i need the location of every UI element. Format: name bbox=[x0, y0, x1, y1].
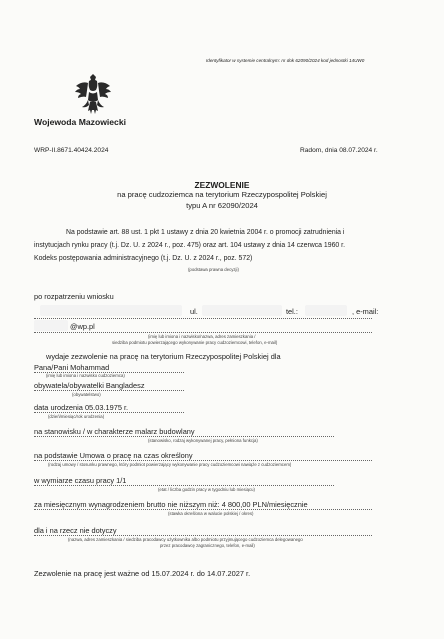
system-id-label: Identyfikator w systemie centralnym: bbox=[206, 58, 281, 63]
legal-basis-caption: (podstawa prawna decyzji) bbox=[188, 267, 239, 272]
salary: za miesięcznym wynagrodzeniem brutto nie niższym niż: 4 800,00 PLN/miesięcznie bbox=[34, 500, 308, 509]
tel-label: tel.: bbox=[286, 307, 298, 316]
legal-basis-line-1: Na podstawie art. 88 ust. 1 pkt 1 ustawy z dnia 20 kwietnia 2004 r. o promocji zatrudnienia i bbox=[66, 229, 345, 236]
redacted-phone bbox=[305, 305, 347, 316]
place-and-date: Radom, dnia 08.07.2024 r. bbox=[300, 147, 378, 154]
document-title-type: typu A nr 62090/2024 bbox=[186, 201, 258, 210]
document-title: ZEZWOLENIE bbox=[194, 180, 250, 190]
on-behalf-of: dla i na rzecz nie dotyczy bbox=[34, 526, 117, 535]
working-hours: w wymiarze czasu pracy 1/1 bbox=[34, 476, 127, 485]
citizenship-line bbox=[34, 390, 184, 391]
applicant-caption-1: (imię lub imiona i nazwisko/nazwa, adres zamieszkania / bbox=[148, 334, 256, 339]
applicant-line bbox=[34, 318, 372, 319]
applicant-caption-2: siedziba podmiotu powierzającego wykonywanie pracy cudzoziemcowi, telefon, e-mail) bbox=[112, 340, 278, 345]
date-of-birth-caption: (dzień/miesiąc/rok urodzenia) bbox=[48, 414, 105, 419]
redacted-email bbox=[34, 320, 68, 331]
system-identifier bbox=[206, 58, 364, 63]
position-line bbox=[34, 436, 334, 437]
applicant-address-fragment: ul. bbox=[190, 307, 198, 316]
citizenship: obywatela/obywatelki Bangladesz bbox=[34, 381, 145, 390]
redacted-address bbox=[202, 305, 282, 316]
legal-basis-line-3: Kodeks postępowania administracyjnego (t.j. Dz. U. z 2024 r., poz. 572) bbox=[34, 255, 253, 262]
working-hours-caption: (etat / liczba godzin pracy w tygodniu lub miesiącu) bbox=[158, 487, 255, 492]
salary-line bbox=[34, 509, 372, 510]
citizenship-caption: (obywatelstwo) bbox=[72, 392, 101, 397]
validity-period: Zezwolenie na pracę jest ważne od 15.07.2024 r. do 14.07.2027 r. bbox=[34, 569, 251, 578]
salary-caption: (stawka określona w walucie polskiej / okres) bbox=[168, 511, 254, 516]
foreigner-name: Pana/Pani Mohammad bbox=[34, 363, 110, 372]
contract-caption: (rodzaj umowy / stosunku prawnego, który podmiot powierzający wykonywanie pracy cudzoziemcowi nawiąże z cudzoziemcem) bbox=[48, 462, 292, 467]
applicant-email-fragment: @wp.pl bbox=[70, 322, 95, 331]
authority-name: Wojewoda Mazowiecki bbox=[34, 117, 127, 127]
position-caption: (stanowisko, rodzaj wykonywanej pracy, pełniona funkcja) bbox=[148, 438, 258, 443]
foreigner-name-caption: (imię lub imiona i nazwisko cudzoziemca) bbox=[46, 373, 125, 378]
case-number: WRP-II.8671.40424.2024 bbox=[34, 147, 109, 154]
contract-type: na podstawie Umowa o pracę na czas określony bbox=[34, 451, 193, 460]
on-behalf-line bbox=[34, 535, 372, 536]
applicant-intro: po rozpatrzeniu wniosku bbox=[34, 292, 114, 301]
system-id-value: nr dok 62090/2024 kod jednostki 14UW0 bbox=[281, 58, 365, 63]
issue-line: wydaje zezwolenie na pracę na terytorium Rzeczypospolitej Polskiej dla bbox=[46, 352, 281, 361]
on-behalf-caption-2: przez pracodawcę zagranicznego, telefon, e-mail) bbox=[160, 543, 255, 548]
contract-line bbox=[34, 460, 372, 461]
legal-basis-line-2: instytucjach rynku pracy (t.j. Dz. U. z 2024 r., poz. 475) oraz art. 104 ustawy z dnia 14 czerwca 1960 r. bbox=[34, 242, 345, 249]
polish-eagle-icon bbox=[74, 72, 112, 116]
working-hours-line bbox=[34, 485, 334, 486]
applicant-line-2 bbox=[34, 332, 372, 333]
date-of-birth-line bbox=[34, 412, 184, 413]
on-behalf-caption-1: (nazwa, adres zamieszkania / siedziba pracodawcy użytkownika albo podmiotu przyjmującego cudzoziemca delegowanego bbox=[68, 537, 303, 542]
position: na stanowisku / w charakterze malarz budowlany bbox=[34, 427, 195, 436]
email-label: , e-mail: bbox=[352, 307, 379, 316]
date-of-birth: data urodzenia 05.03.1975 r. bbox=[34, 403, 129, 412]
redacted-name bbox=[40, 305, 182, 316]
document-title-subtitle: na pracę cudzoziemca na terytorium Rzeczypospolitej Polskiej bbox=[117, 190, 327, 199]
